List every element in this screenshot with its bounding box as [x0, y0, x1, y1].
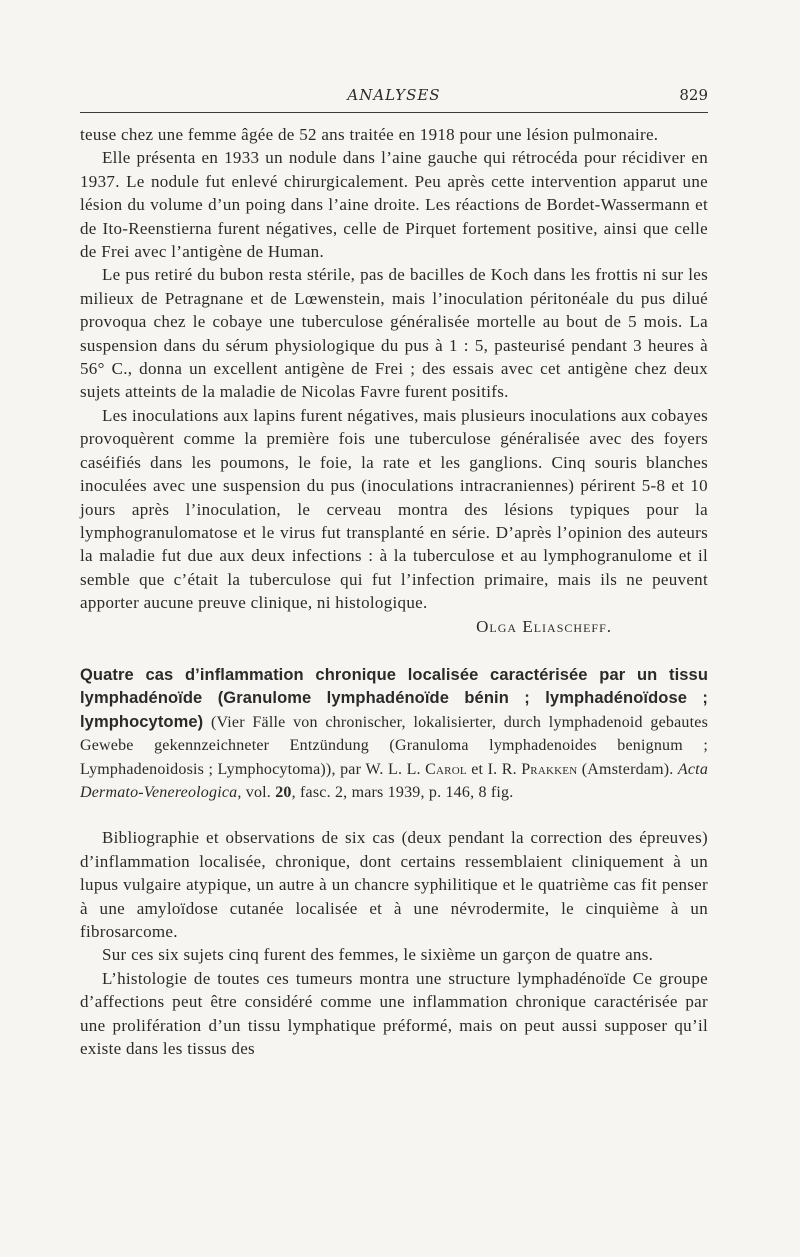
citation-vol: , vol.	[237, 783, 276, 801]
article-heading	[80, 664, 708, 804]
author-2: I. R. Prakken	[487, 760, 578, 778]
author-signature: Olga Eliascheff.	[476, 616, 612, 636]
paragraph: L’histologie de toutes ces tumeurs montra une structure lymphadénoïde Ce groupe d’affections peut être considéré comme une inflammation chronique caractérisée par une prolifération d’un tissu lymphatique préformé, mais on peut aussi supposer qu’il existe dans les tissus des	[80, 968, 708, 1059]
article-german-title: (Vier Fälle von chronischer, lokalisierter, durch lymphadenoid gebautes Gewebe gekennzeichneter Entzündung (Granuloma lymphadenoides benignum ; Lymphadenoidosis ; Lymphocytoma)),	[80, 713, 709, 778]
article-abstract	[80, 826, 708, 1060]
running-title: ANALYSES	[347, 86, 441, 104]
et-word: et	[471, 760, 484, 778]
par-word: par	[340, 760, 362, 778]
citation-details: , fasc. 2, mars 1939, p. 146, 8 fig.	[291, 783, 514, 801]
paragraph: Sur ces six sujets cinq furent des femmes, le sixième un garçon de quatre ans.	[102, 945, 654, 965]
previous-article-continuation	[80, 123, 708, 638]
volume-number: 20	[275, 783, 292, 801]
signature-line	[80, 615, 708, 638]
journal-page	[80, 86, 708, 1060]
author-1: W. L. L. Carol	[365, 760, 467, 778]
article-title: Quatre cas d’inflammation chronique localisée caractérisée par un tissu lymphadénoïde (Granulome lymphadénoïde bénin ; lymphadénoïdose ; lymphocytome)	[80, 665, 708, 731]
paragraph: Le pus retiré du bubon resta stérile, pas de bacilles de Koch dans les frottis ni sur les milieux de Petragnane et de Lœwenstein, mais l’inoculation péritonéale du pus dilué provoqua chez le cobaye une tuberculose généralisée mortelle au bout de 5 mois. La suspension dans du sérum physiologique du pus à 1 : 5, pasteurisé pendant 3 heures à 56° C., donna un excellent antigène de Frei ; des essais avec cet antigène chez deux sujets atteints de la maladie de Nicolas Favre furent positifs.	[80, 265, 708, 402]
author-location: (Amsterdam).	[581, 760, 674, 778]
paragraph: Elle présenta en 1933 un nodule dans l’aine gauche qui rétrocéda pour récidiver en 1937. Le nodule fut enlevé chirurgicalement. Peu après cette intervention apparut une lésion du volume d’un poing dans l’aine droite. Les réactions de Bordet-Wassermann et de Ito-Reenstierna furent négatives, celle de Pirquet fortement positive, ainsi que celle de Frei avec l’antigène de Human.	[80, 148, 708, 262]
running-head	[80, 86, 708, 113]
page-number: 829	[679, 86, 708, 104]
paragraph: teuse chez une femme âgée de 52 ans traitée en 1918 pour une lésion pulmonaire.	[80, 125, 659, 144]
paragraph: Bibliographie et observations de six cas (deux pendant la correction des épreuves) d’inflammation localisée, chronique, dont certains ressemblaient cliniquement à un lupus vulgaire atypique, un autre à un chancre syphilitique et le quatrième cas fit penser à une amyloïdose cutanée localisée et à une névrodermite, le cinquième à un fibrosarcome.	[80, 828, 708, 941]
paragraph: Les inoculations aux lapins furent négatives, mais plusieurs inoculations aux cobayes provoquèrent comme la première fois une tuberculose généralisée avec des foyers caséifiés dans les poumons, le foie, la rate et les ganglions. Cinq souris blanches inoculées avec une suspension du pus (inoculations intracraniennes) périrent 5-8 et 10 jours après l’inoculation, le cerveau montra des lésions typiques pour la lymphogranulomatose et le virus fut transplanté en série. D’après l’opinion des auteurs la maladie fut due aux deux infections : à la tuberculose et au lymphogranulome et il semble que c’était la tuberculose qui fut l’infection primaire, mais ils ne peuvent apporter aucune preuve clinique, ni histologique.	[80, 405, 708, 613]
journal-name: Acta Dermato-Venereologica	[80, 760, 709, 801]
